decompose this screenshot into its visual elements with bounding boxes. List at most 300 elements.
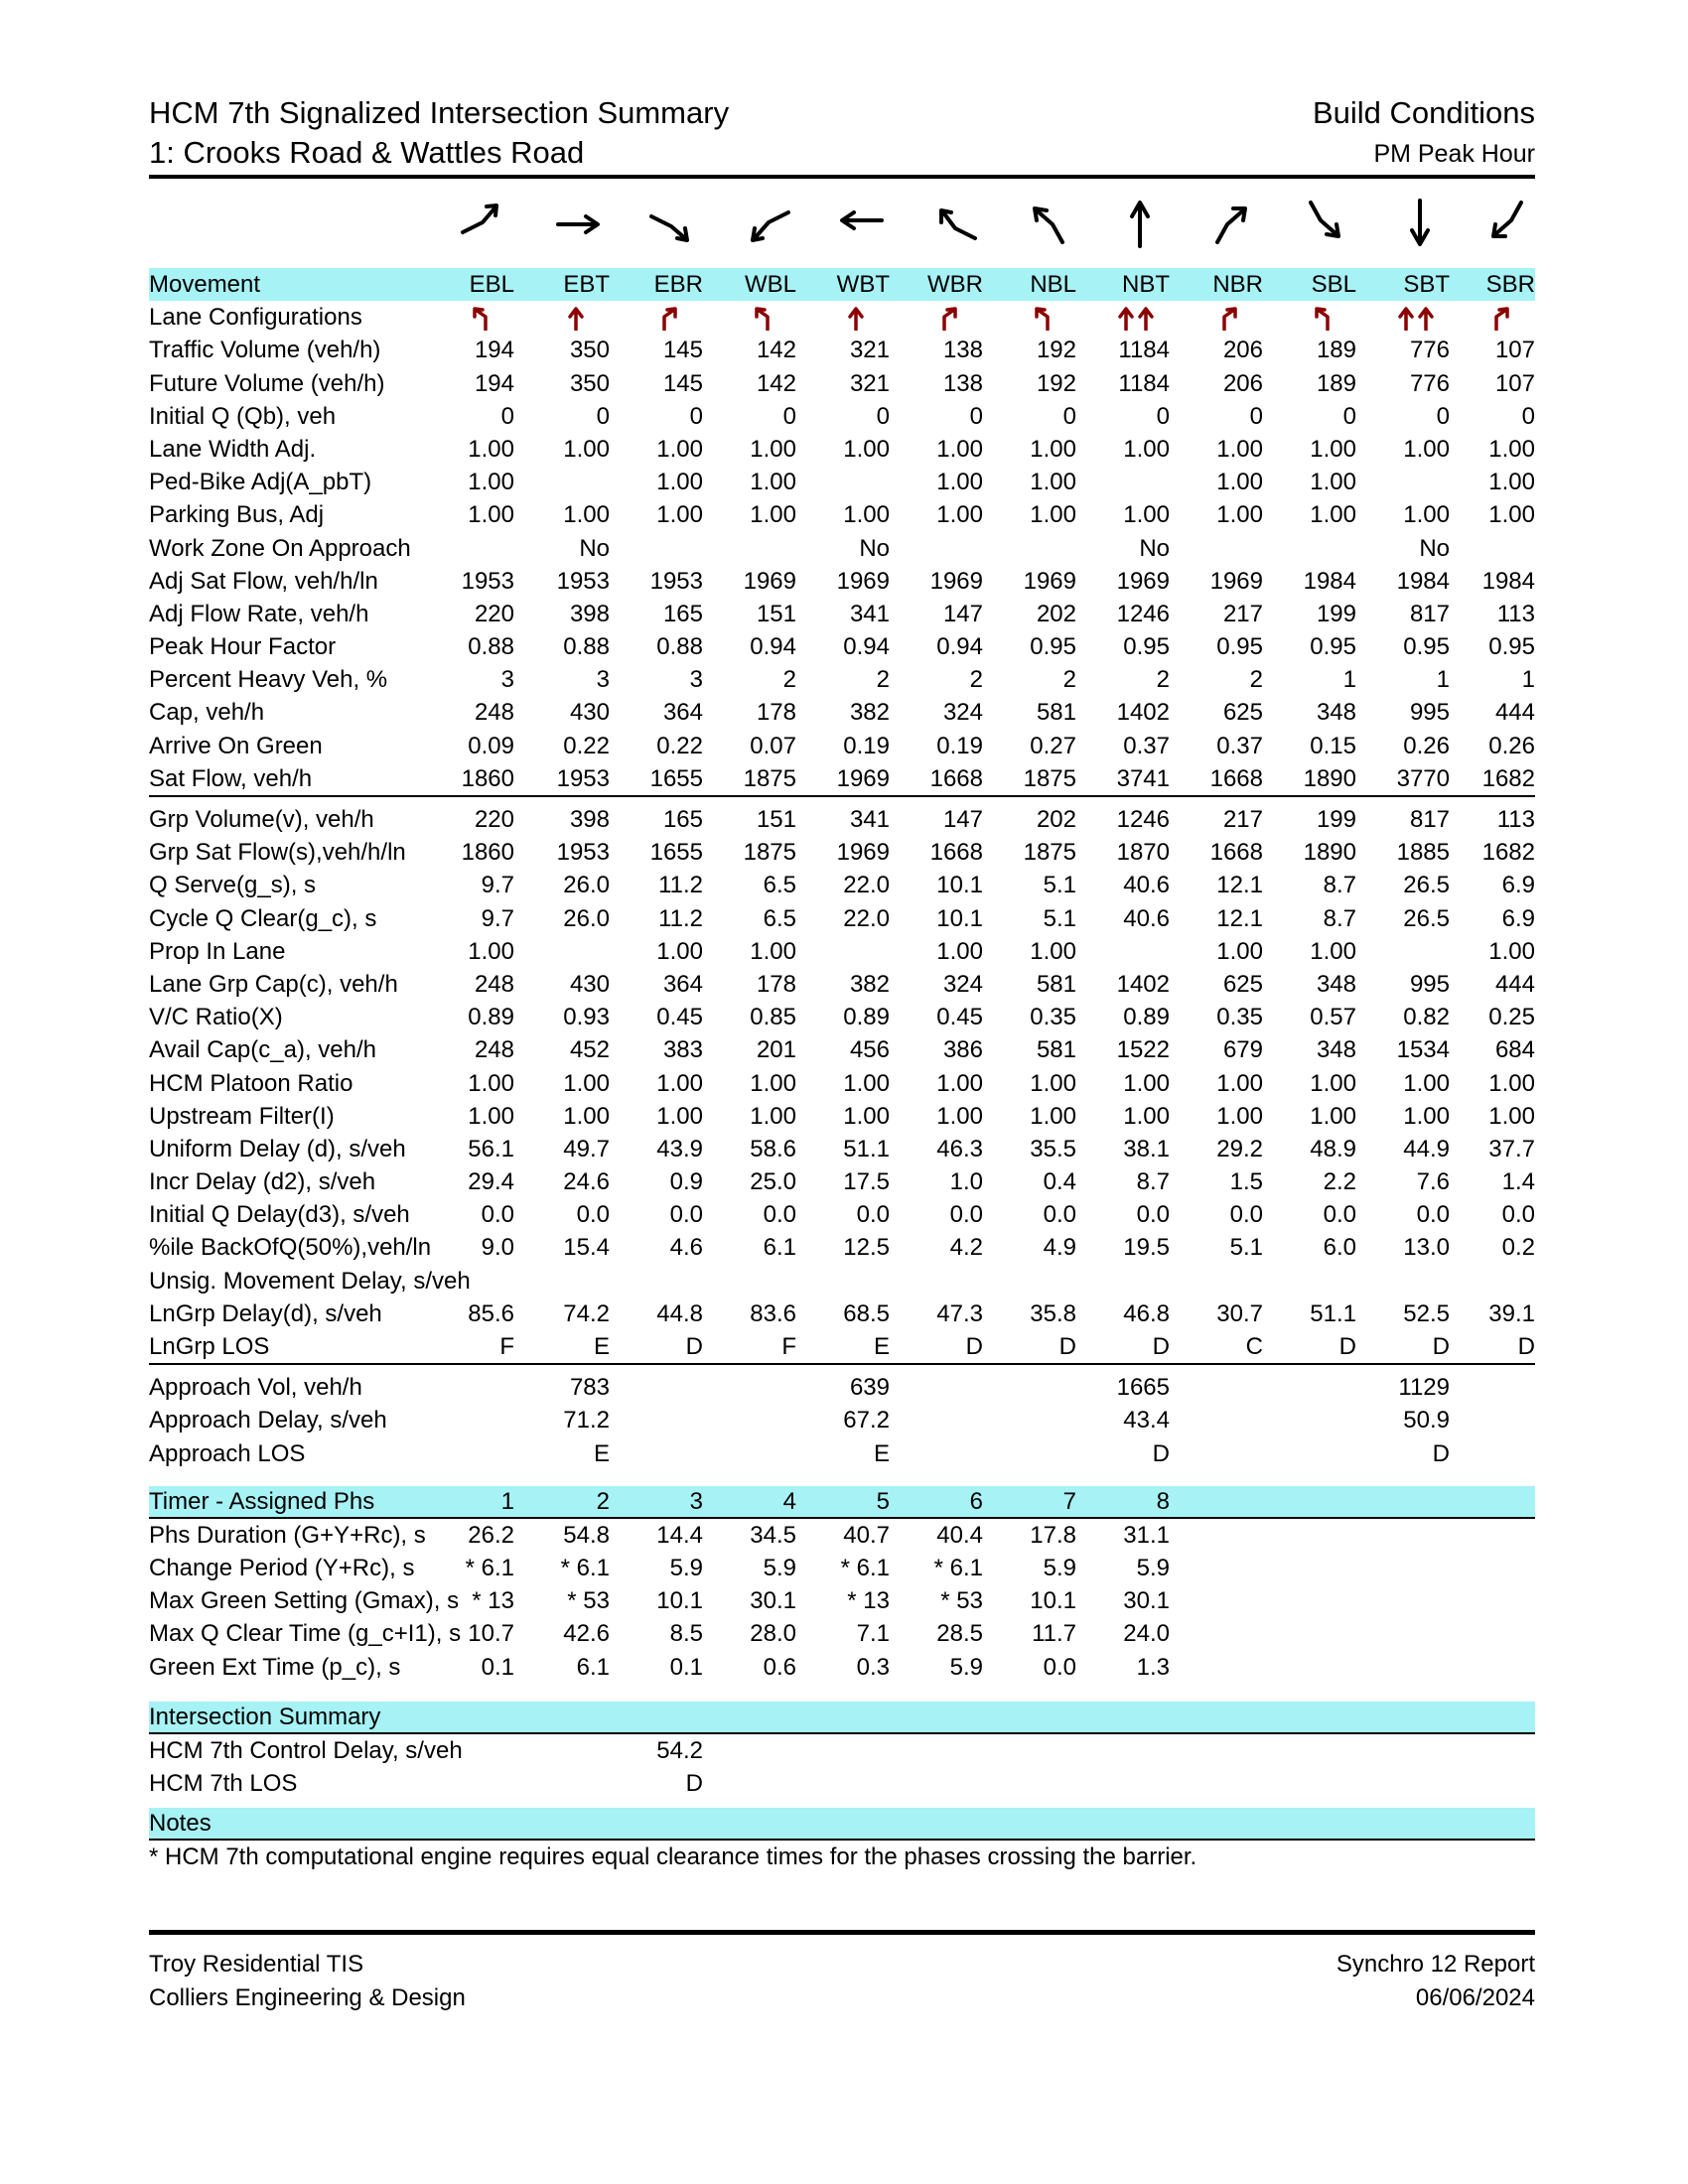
cell-value: 783 (569, 1374, 610, 1402)
cell-value: 5.9 (949, 1653, 983, 1681)
cell-value: 147 (942, 600, 983, 627)
table-row (149, 1371, 1535, 1404)
cell-value: 17.5 (843, 1168, 890, 1196)
row-label: LnGrp LOS (149, 1333, 270, 1360)
column-header-nbr: NBR (1212, 271, 1263, 298)
cell-value: 1.00 (1403, 435, 1450, 463)
cell-value: 1.00 (936, 1069, 983, 1097)
column-header-wbr: WBR (927, 271, 983, 298)
footer-divider (149, 1930, 1535, 1935)
cell-value: 348 (1316, 1036, 1356, 1064)
cell-value: 4.2 (949, 1234, 983, 1262)
cell-value: 430 (569, 970, 610, 998)
row-label: Max Q Clear Time (g_c+I1), s (149, 1620, 462, 1648)
SBT-arrow-icon (1380, 195, 1460, 250)
cell-value: 1.00 (656, 1069, 703, 1097)
cell-value: 1402 (1116, 699, 1170, 727)
cell-value: 0.35 (1030, 1004, 1076, 1031)
cell-value: 1.00 (656, 469, 703, 496)
cell-value: * 13 (847, 1587, 890, 1615)
cell-value: 194 (474, 369, 514, 397)
cell-value: 0.22 (563, 732, 610, 759)
timer-row (149, 1584, 1535, 1617)
cell-value: 1.00 (1488, 501, 1535, 529)
cell-value: 1.00 (1216, 501, 1263, 529)
cell-value: 1969 (743, 567, 796, 595)
cell-value: 0 (782, 402, 796, 430)
cell-value: 1129 (1398, 1374, 1450, 1402)
row-label: V/C Ratio(X) (149, 1004, 283, 1031)
table-row (149, 902, 1535, 935)
cell-value: 1.00 (843, 1102, 890, 1130)
cell-value: 1.00 (468, 937, 514, 965)
column-header-sbr: SBR (1485, 271, 1535, 298)
cell-value: 0.89 (468, 1004, 514, 1031)
cell-value: 0.0 (763, 1201, 796, 1229)
cell-value: 1.00 (1123, 1102, 1170, 1130)
cell-value: 0 (1156, 402, 1170, 430)
cell-value: 178 (756, 699, 796, 727)
table-row (149, 1133, 1535, 1165)
cell-value: 5.1 (1043, 872, 1076, 899)
cell-value: 382 (849, 970, 890, 998)
cell-value: 0.88 (468, 633, 514, 661)
cell-value: No (579, 534, 610, 562)
cell-value: 0.82 (1403, 1004, 1450, 1031)
row-label: Ped-Bike Adj(A_pbT) (149, 469, 372, 496)
table-row (149, 836, 1535, 869)
column-header-nbt: NBT (1122, 271, 1170, 298)
cell-value: 1953 (649, 567, 703, 595)
cell-value: 1.00 (1310, 1069, 1356, 1097)
cell-value: 58.6 (750, 1135, 796, 1162)
cell-value: 341 (849, 806, 890, 833)
cell-value: 11.2 (658, 904, 703, 932)
phase-header-4: 4 (782, 1487, 796, 1515)
cell-value: 6.0 (1323, 1234, 1356, 1262)
lane-right-icon (919, 301, 979, 334)
cell-value: 1.00 (843, 1069, 890, 1097)
cell-value: * 53 (567, 1587, 610, 1615)
cell-value: 24.0 (1123, 1620, 1170, 1648)
cell-value: 217 (1222, 806, 1263, 833)
cell-value: D (1517, 1333, 1535, 1360)
cell-value: 341 (849, 600, 890, 627)
column-header-sbt: SBT (1403, 271, 1450, 298)
row-label: Traffic Volume (veh/h) (149, 337, 381, 364)
cell-value: 46.8 (1123, 1299, 1170, 1327)
cell-value: 0.37 (1123, 732, 1170, 759)
phase-header-3: 3 (689, 1487, 703, 1515)
cell-value: 67.2 (843, 1407, 890, 1434)
cell-value: No (1419, 534, 1450, 562)
cell-value: 1.00 (1030, 1102, 1076, 1130)
table-row (149, 466, 1535, 498)
cell-value: 1.00 (1488, 1069, 1535, 1097)
movement-arrows (149, 195, 1535, 250)
cell-value: 10.7 (468, 1620, 514, 1648)
cell-value: 0.0 (1229, 1201, 1263, 1229)
cell-value: 1.00 (1488, 1102, 1535, 1130)
cell-value: 350 (569, 337, 610, 364)
row-label: HCM Platoon Ratio (149, 1069, 353, 1097)
cell-value: 1.00 (750, 937, 796, 965)
cell-value: 40.6 (1123, 904, 1170, 932)
spacer (149, 1470, 1535, 1486)
cell-value: 1.00 (1216, 435, 1263, 463)
cell-value: 625 (1222, 970, 1263, 998)
cell-value: 5.9 (1043, 1554, 1076, 1581)
cell-value: 68.5 (843, 1299, 890, 1327)
cell-value: 178 (756, 970, 796, 998)
cell-value: 1.00 (1123, 435, 1170, 463)
cell-value: 49.7 (563, 1135, 610, 1162)
cell-value: 1969 (836, 764, 890, 792)
cell-value: D (1058, 1333, 1076, 1360)
lane-through-icon (546, 301, 606, 334)
cell-value: 151 (756, 806, 796, 833)
cell-value: D (1432, 1439, 1450, 1467)
cell-value: 0.1 (481, 1653, 514, 1681)
cell-value: 1953 (556, 764, 610, 792)
row-label: Green Ext Time (p_c), s (149, 1653, 401, 1681)
row-label: Max Green Setting (Gmax), s (149, 1587, 460, 1615)
column-header-ebt: EBT (563, 271, 610, 298)
cell-value: 0.26 (1488, 732, 1535, 759)
table-row (149, 1100, 1535, 1133)
cell-value: 0.0 (1043, 1201, 1076, 1229)
cell-value: 350 (569, 369, 610, 397)
cell-value: 1.00 (750, 1102, 796, 1130)
cell-value: 39.1 (1488, 1299, 1535, 1327)
cell-value: 113 (1496, 806, 1535, 833)
cell-value: 1 (1342, 666, 1356, 694)
cell-value: 0.95 (1310, 633, 1356, 661)
cell-value: 1.00 (563, 435, 610, 463)
cell-value: 8.7 (1136, 1168, 1170, 1196)
cell-value: 1.00 (1310, 435, 1356, 463)
cell-value: 0.4 (1043, 1168, 1076, 1196)
row-label: Parking Bus, Adj (149, 501, 325, 529)
cell-value: 452 (569, 1036, 610, 1064)
cell-value: 1246 (1116, 806, 1170, 833)
cell-value: 1875 (1023, 764, 1076, 792)
WBL-arrow-icon (727, 195, 806, 250)
cell-value: 1.00 (656, 435, 703, 463)
cell-value: 56.1 (468, 1135, 514, 1162)
SBL-arrow-icon (1287, 195, 1366, 250)
cell-value: 1.00 (750, 435, 796, 463)
cell-value: 581 (1036, 699, 1076, 727)
row-label: Initial Q (Qb), veh (149, 402, 337, 430)
cell-value: 1.0 (949, 1168, 983, 1196)
cell-value: 1.00 (1216, 469, 1263, 496)
cell-value: 10.1 (936, 904, 983, 932)
cell-value: 1668 (929, 839, 983, 867)
cell-value: 1875 (1023, 839, 1076, 867)
cell-value: 1885 (1396, 839, 1450, 867)
cell-value: 1953 (556, 567, 610, 595)
cell-value: 1969 (836, 567, 890, 595)
cell-value: 1890 (1303, 839, 1356, 867)
cell-value: 5.1 (1043, 904, 1076, 932)
table-row (149, 433, 1535, 466)
cell-value: 0.93 (563, 1004, 610, 1031)
cell-value: 1.00 (1310, 501, 1356, 529)
cell-value: 1984 (1396, 567, 1450, 595)
table-row (149, 630, 1535, 663)
cell-value: 2.2 (1323, 1168, 1356, 1196)
table-row (149, 696, 1535, 729)
cell-value: No (1139, 534, 1170, 562)
cell-value: 1.00 (1030, 469, 1076, 496)
cell-value: 321 (849, 337, 890, 364)
cell-value: 0.85 (750, 1004, 796, 1031)
cell-value: 0.0 (1323, 1201, 1356, 1229)
row-label: Cycle Q Clear(g_c), s (149, 904, 377, 932)
cell-value: 85.6 (468, 1299, 514, 1327)
cell-value: 625 (1222, 699, 1263, 727)
cell-value: 50.9 (1403, 1407, 1450, 1434)
cell-value: 0.1 (669, 1653, 703, 1681)
footer-software: Synchro 12 Report (1336, 1951, 1535, 1978)
cell-value: 8.7 (1323, 904, 1356, 932)
lane-right-icon (1472, 301, 1531, 334)
cell-value: 8.7 (1323, 872, 1356, 899)
cell-value: 0.35 (1216, 1004, 1263, 1031)
table-row (149, 1231, 1535, 1264)
cell-value: 2 (782, 666, 796, 694)
cell-value: * 6.1 (840, 1554, 890, 1581)
lane-through-2-icon (1386, 301, 1446, 334)
cell-value: 817 (1409, 806, 1450, 833)
cell-value: 0.0 (949, 1201, 983, 1229)
cell-value: 1984 (1303, 567, 1356, 595)
cell-value: 3770 (1396, 764, 1450, 792)
cell-value: 1.00 (563, 1069, 610, 1097)
cell-value: 995 (1409, 699, 1450, 727)
cell-value: 0.45 (936, 1004, 983, 1031)
timer-header-label: Timer - Assigned Phs (149, 1487, 375, 1515)
cell-value: 0.45 (656, 1004, 703, 1031)
cell-value: No (859, 534, 890, 562)
cell-value: 43.9 (656, 1135, 703, 1162)
footer-company: Colliers Engineering & Design (149, 1984, 466, 2011)
cell-value: 3741 (1116, 764, 1170, 792)
cell-value: 444 (1494, 699, 1535, 727)
lane-left-icon (1013, 301, 1072, 334)
cell-value: 1.00 (1123, 501, 1170, 529)
row-label: Future Volume (veh/h) (149, 369, 385, 397)
cell-value: 199 (1316, 806, 1356, 833)
cell-value: 776 (1409, 337, 1450, 364)
cell-value: 0.94 (936, 633, 983, 661)
row-label: Sat Flow, veh/h (149, 764, 313, 792)
cell-value: 6.1 (576, 1653, 610, 1681)
cell-value: 0.95 (1216, 633, 1263, 661)
cell-value: 202 (1036, 806, 1076, 833)
cell-value: 15.4 (563, 1234, 610, 1262)
cell-value: 0 (596, 402, 610, 430)
movement-header-label: Movement (149, 271, 261, 298)
table-row (149, 334, 1535, 366)
cell-value: 48.9 (1310, 1135, 1356, 1162)
cell-value: 386 (942, 1036, 983, 1064)
cell-value: 0.15 (1310, 732, 1356, 759)
cell-value: D (1152, 1333, 1170, 1360)
summary-label: HCM 7th Control Delay, s/veh (149, 1736, 463, 1764)
movement-header-row (149, 268, 1535, 301)
cell-value: 201 (756, 1036, 796, 1064)
cell-value: 1969 (1209, 567, 1263, 595)
cell-value: 1.00 (468, 469, 514, 496)
cell-value: 0.0 (1136, 1201, 1170, 1229)
cell-value: 1870 (1116, 839, 1170, 867)
cell-value: 0.0 (481, 1201, 514, 1229)
row-label: Avail Cap(c_a), veh/h (149, 1036, 377, 1064)
row-label: Approach LOS (149, 1439, 306, 1467)
cell-value: 0.07 (750, 732, 796, 759)
cell-value: 1522 (1116, 1036, 1170, 1064)
cell-value: E (873, 1333, 890, 1360)
table-row (149, 1437, 1535, 1470)
cell-value: 0.2 (1501, 1234, 1535, 1262)
cell-value: 1.00 (1030, 1069, 1076, 1097)
report-title: HCM 7th Signalized Intersection Summary (149, 95, 730, 130)
cell-value: D (1152, 1439, 1170, 1467)
cell-value: 0 (1521, 402, 1535, 430)
cell-value: 0.0 (1501, 1201, 1535, 1229)
cell-value: 5.9 (669, 1554, 703, 1581)
lane-left-icon (733, 301, 792, 334)
cell-value: 1655 (649, 764, 703, 792)
cell-value: 22.0 (843, 904, 890, 932)
cell-value: 0.95 (1488, 633, 1535, 661)
column-header-wbl: WBL (744, 271, 796, 298)
spacer (149, 1684, 1535, 1702)
cell-value: D (965, 1333, 983, 1360)
cell-value: 74.2 (563, 1299, 610, 1327)
cell-value: 5.9 (1136, 1554, 1170, 1581)
cell-value: 1.00 (936, 937, 983, 965)
cell-value: 1668 (929, 764, 983, 792)
cell-value: 0.0 (1043, 1653, 1076, 1681)
cell-value: 107 (1494, 337, 1535, 364)
phase-header-1: 1 (500, 1487, 514, 1515)
cell-value: 1953 (461, 567, 514, 595)
cell-value: 165 (662, 806, 703, 833)
cell-value: 1.00 (1403, 501, 1450, 529)
cell-value: 776 (1409, 369, 1450, 397)
cell-value: 29.4 (468, 1168, 514, 1196)
row-label: Lane Configurations (149, 304, 362, 332)
cell-value: 4.9 (1043, 1234, 1076, 1262)
cell-value: 1.00 (936, 469, 983, 496)
cell-value: 199 (1316, 600, 1356, 627)
cell-value: 1.00 (1030, 435, 1076, 463)
table-row (149, 1198, 1535, 1231)
cell-value: 145 (662, 337, 703, 364)
cell-value: 145 (662, 369, 703, 397)
table-row (149, 1330, 1535, 1365)
cell-value: 1682 (1481, 764, 1535, 792)
cell-value: 51.1 (843, 1135, 890, 1162)
cell-value: 1.00 (1310, 469, 1356, 496)
cell-value: 83.6 (750, 1299, 796, 1327)
cell-value: 13.0 (1403, 1234, 1450, 1262)
cell-value: 4.6 (669, 1234, 703, 1262)
cell-value: 2 (1156, 666, 1170, 694)
row-label: Phs Duration (G+Y+Rc), s (149, 1521, 426, 1549)
cell-value: 1969 (929, 567, 983, 595)
cell-value: 0 (1062, 402, 1076, 430)
cell-value: * 53 (940, 1587, 983, 1615)
cell-value: 2 (1062, 666, 1076, 694)
cell-value: 1860 (461, 839, 514, 867)
WBR-arrow-icon (914, 195, 993, 250)
cell-value: 248 (474, 970, 514, 998)
cell-value: 220 (474, 806, 514, 833)
cell-value: 1.00 (1488, 937, 1535, 965)
row-label: Grp Sat Flow(s),veh/h/ln (149, 839, 406, 867)
cell-value: 430 (569, 699, 610, 727)
phase-header-6: 6 (969, 1487, 983, 1515)
cell-value: 37.7 (1488, 1135, 1535, 1162)
timer-row (149, 1651, 1535, 1684)
cell-value: 1.00 (843, 435, 890, 463)
cell-value: 398 (569, 600, 610, 627)
row-label: Adj Sat Flow, veh/h/ln (149, 567, 378, 595)
cell-value: D (1338, 1333, 1356, 1360)
notes-header: Notes (149, 1808, 1535, 1841)
cell-value: 0.6 (763, 1653, 796, 1681)
cell-value: E (593, 1439, 610, 1467)
cell-value: 25.0 (750, 1168, 796, 1196)
cell-value: 0.27 (1030, 732, 1076, 759)
cell-value: 6.1 (763, 1234, 796, 1262)
cell-value: 0.19 (936, 732, 983, 759)
row-label: Peak Hour Factor (149, 633, 337, 661)
cell-value: 1.00 (656, 937, 703, 965)
timer-row (149, 1519, 1535, 1552)
cell-value: 0 (689, 402, 703, 430)
cell-value: 0 (500, 402, 514, 430)
cell-value: 30.7 (1216, 1299, 1263, 1327)
cell-value: 1.5 (1229, 1168, 1263, 1196)
cell-value: 44.8 (656, 1299, 703, 1327)
cell-value: 1.3 (1136, 1653, 1170, 1681)
row-label: Cap, veh/h (149, 699, 265, 727)
timer-row (149, 1552, 1535, 1584)
cell-value: 3 (596, 666, 610, 694)
cell-value: 0.95 (1030, 633, 1076, 661)
cell-value: 12.1 (1216, 904, 1263, 932)
row-label: Approach Delay, s/veh (149, 1407, 387, 1434)
cell-value: 40.4 (936, 1521, 983, 1549)
cell-value: 0.89 (1123, 1004, 1170, 1031)
cell-value: 220 (474, 600, 514, 627)
cell-value: 1.00 (468, 1069, 514, 1097)
cell-value: 324 (942, 970, 983, 998)
footer-project: Troy Residential TIS (149, 1951, 364, 1978)
cell-value: 194 (474, 337, 514, 364)
cell-value: 2 (876, 666, 890, 694)
cell-value: 9.7 (481, 872, 514, 899)
table-row (149, 730, 1535, 762)
SBR-arrow-icon (1466, 195, 1545, 250)
cell-value: 1875 (743, 764, 796, 792)
row-label: Work Zone On Approach (149, 534, 411, 562)
